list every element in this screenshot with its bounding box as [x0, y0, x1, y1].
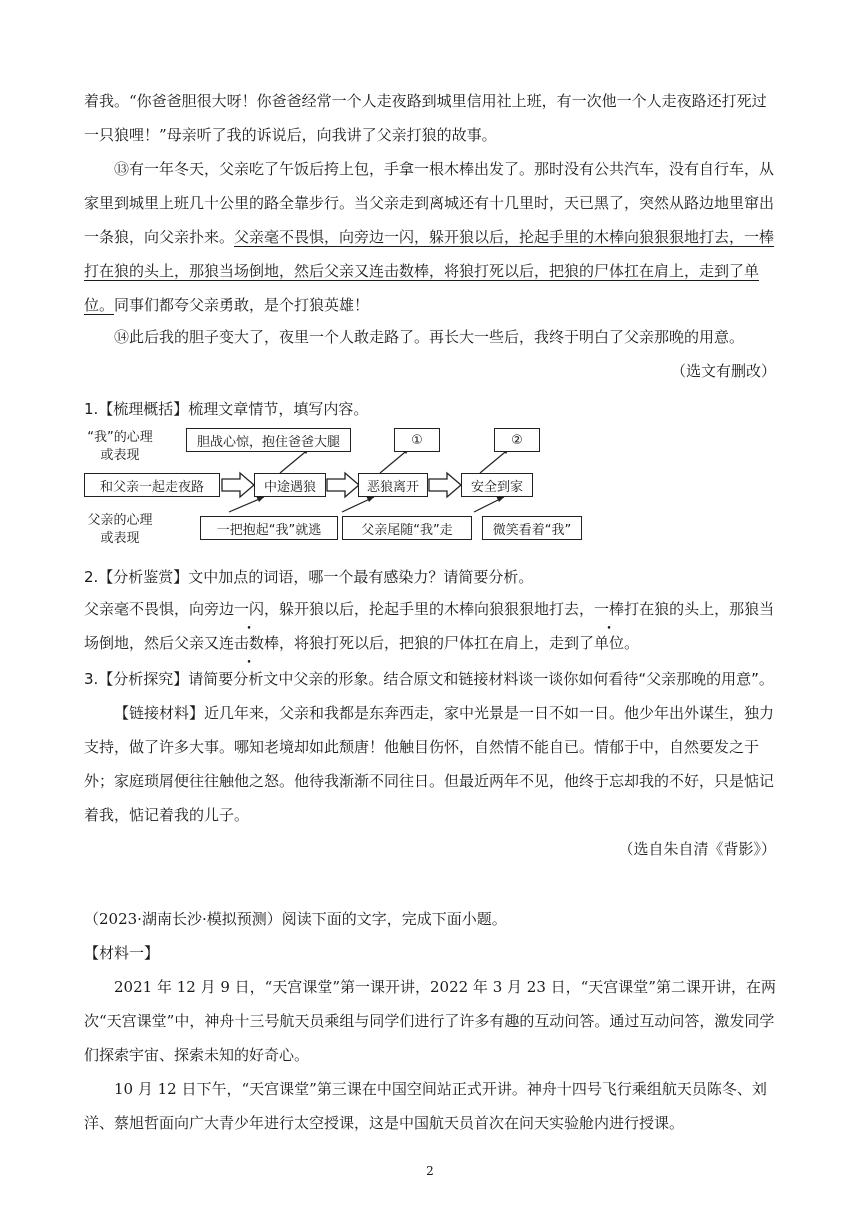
- story-paragraph-13: [84, 152, 776, 322]
- material-1-paragraph-1: 2021 年 12 月 9 日，“天宫课堂”第一课开讲，2022 年 3 月 23 日，“天宫课堂”第二课开讲，在两次“天宫课堂”中，神舟十三号航天员乘组与同学们进行了许多有趣的互动问答。通过互动问答，激发同学们探索宇宙、探索未知的好奇心。: [84, 978, 776, 1064]
- question-1-title: 1.【梳理概括】梳理文章情节，填写内容。: [84, 400, 369, 418]
- dotted-word-yibang: 一棒: [594, 600, 625, 618]
- link-material: 【链接材料】近几年来，父亲和我都是东奔西走，家中光景是一日不如一日。他少年出外谋生，独力支持，做了许多大事。哪知老境却如此颓唐！他触目伤怀，自然情不能自已。情郁于中，自然要发之于外；家庭琐屑便往往触他之怒。他待我渐渐不同往日。但最近两年不见，他终于忘却我的不好，只是惦记着我，惦记着我的儿子。: [84, 704, 775, 824]
- me-box-1: 胆战心惊，抱住爸爸大腿: [186, 428, 351, 452]
- label-father-line1: 父亲的心理: [87, 513, 153, 528]
- link-material-source: （选自朱自清《背影》）: [618, 840, 776, 858]
- question-2-title: 2.【分析鉴赏】文中加点的词语，哪一个最有感染力？请简要分析。: [84, 568, 534, 586]
- arrow-event-1-to-2: [222, 473, 254, 497]
- me-box-answer-2: ②: [494, 428, 540, 452]
- quote-text-1: 父亲毫不畏惧，向旁边: [84, 600, 235, 618]
- event-box-4: 安全到家: [461, 473, 533, 497]
- arrow-event-2-to-3: [327, 473, 359, 497]
- dotted-word-lianjishubang: 连击数棒: [219, 634, 280, 652]
- quote-text-2: ，躲开狼以后，抡起手里的木棒向狼狠狠地打去，: [264, 600, 595, 618]
- material-1-paragraph-2: 10 月 12 日下午，“天宫课堂”第三课在中国空间站正式开讲。神舟十四号飞行乘组航天员陈冬、刘洋、蔡旭哲面向广大青少年进行太空授课，这是中国航天员首次在问天实验舱内进行授课。: [84, 1080, 767, 1132]
- label-me-line1: “我”的心理: [87, 430, 153, 445]
- father-box-2: 父亲尾随“我”走: [342, 516, 472, 540]
- story-paragraph-continued: 着我。“你爸爸胆很大呀！你爸爸经常一个人走夜路到城里信用社上班，有一次他一个人走夜路还打死过一只狼哩！”母亲听了我的诉说后，向我讲了父亲打狼的故事。: [84, 92, 767, 144]
- arrow-event-3-to-4: [429, 473, 461, 497]
- p13-plain-text: ⑬有一年冬天，父亲吃了午饭后挎上包，手拿一根木棒出发了。那时没有公共汽车，没有自行车，从家里到城里上班几十公里的路全靠步行。当父亲走到离城还有十几里时，天已黑了，突然从路边地里窜出一条狼，向父亲扑来。: [84, 160, 775, 246]
- question-2-quote: [84, 592, 776, 660]
- p13-underlined-text: 父亲毫不畏惧，向旁边一闪，躲开狼以后，抡起手里的木棒向狼狠狠地打去，一棒打在狼的头上，那狼当场倒地，然后父亲又连击数棒，将狼打死以后，把狼的尸体扛在肩上，走到了单位。: [84, 228, 775, 314]
- question-3-title: 3.【分析探究】请简要分析文中父亲的形象。结合原文和链接材料谈一谈你如何看待“父亲那晚的用意”。: [84, 670, 774, 688]
- event-box-3: 恶狼离开: [358, 473, 428, 497]
- story-paragraph-14: ⑭此后我的胆子变大了，夜里一个人敢走路了。再长大一些后，我终于明白了父亲那晚的用意。: [114, 328, 745, 346]
- section-2-intro: （2023·湖南长沙·模拟预测）阅读下面的文字，完成下面小题。: [84, 910, 507, 928]
- plot-flow-diagram: [84, 426, 604, 548]
- p13-ending-text: 同事们都夸父亲勇敢，是个打狼英雄！: [114, 296, 370, 314]
- father-box-1: 一把抱起“我”就逃: [200, 516, 338, 540]
- father-box-3: 微笑看着“我”: [482, 516, 582, 540]
- quote-text-3: 打在狼的头上，那狼当场倒地，然后父亲又: [84, 600, 775, 652]
- page-number: 2: [426, 1164, 434, 1178]
- quote-text-4: ，将狼打死以后，把狼的尸体扛在肩上，走到了单位。: [279, 634, 640, 652]
- label-father-line2: 或表现: [100, 531, 140, 546]
- event-box-2: 中途遇狼: [254, 473, 326, 497]
- event-box-1: 和父亲一起走夜路: [84, 473, 220, 497]
- dotted-word-yishan: 一闪: [234, 600, 265, 618]
- me-box-answer-1: ①: [394, 428, 440, 452]
- material-1-label: 【材料一】: [84, 944, 160, 962]
- label-me-line2: 或表现: [100, 448, 140, 463]
- story-source-note: （选文有删改）: [670, 362, 776, 380]
